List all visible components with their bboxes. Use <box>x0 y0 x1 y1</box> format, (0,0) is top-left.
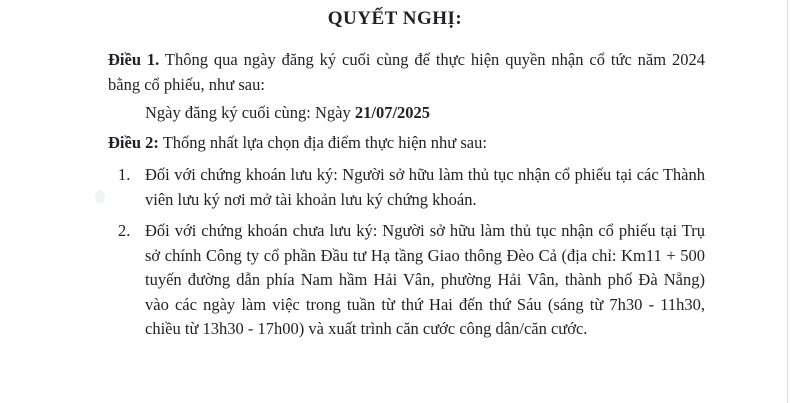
scan-page-edge-line <box>787 0 788 403</box>
list-item-1-number: 1. <box>118 165 131 184</box>
article-1-paragraph <box>108 48 705 97</box>
article-1-text: Thông qua ngày đăng ký cuối cùng để thực hiện quyền nhận cổ tức năm 2024 bằng cổ phiếu, như sau: <box>108 50 706 94</box>
article-1-label: Điều 1. <box>108 50 160 69</box>
article-2-text: Thống nhất lựa chọn địa điểm thực hiện như sau: <box>158 132 487 152</box>
list-item-1-text: Đối với chứng khoán lưu ký: Người sở hữu làm thủ tục nhận cổ phiếu tại các Thành viên lưu ký nơi mở tài khoản lưu ký chứng khoán. <box>145 165 705 209</box>
list-item-2 <box>108 219 705 342</box>
record-date-line <box>108 101 705 126</box>
record-date-value: 21/07/2025 <box>354 103 431 122</box>
article-2-label: Điều 2: <box>108 132 159 152</box>
numbered-list <box>108 163 705 342</box>
document-title: QUYẾT NGHỊ: <box>327 8 463 29</box>
article-2-paragraph <box>108 131 705 156</box>
scan-artifact-speck <box>95 190 105 204</box>
list-item-2-text: Đối với chứng khoán chưa lưu ký: Người sở hữu làm thủ tục nhận cổ phiếu tại Trụ sở chính Công ty cổ phần Đầu tư Hạ tầng Giao thông Đèo Cả (địa chỉ: Km11 + 500 tuyến đường dẫn phía Nam hầm Hải Vân, phường Hải Vân, thành phố Đà Nẵng) vào các ngày làm việc trong tuần từ thứ Hai đến thứ Sáu (sáng từ 7h30 - 11h30, chiều từ 13h30 - 17h00) và xuất trình căn cước công dân/căn cước. <box>145 221 705 338</box>
list-item-2-number: 2. <box>118 221 131 240</box>
record-date-prefix: Ngày đăng ký cuối cùng: Ngày <box>145 103 355 122</box>
list-item-1 <box>108 163 705 212</box>
